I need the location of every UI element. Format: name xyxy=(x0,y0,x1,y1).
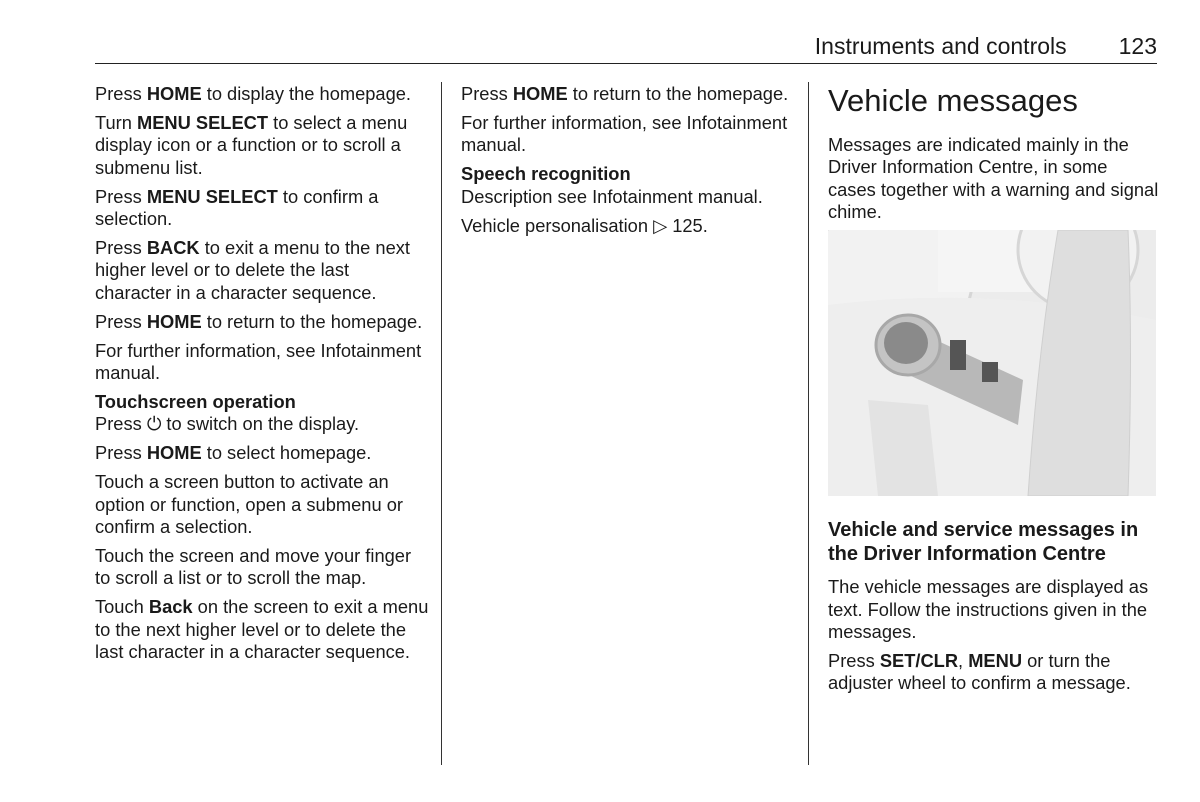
text: Press xyxy=(95,310,147,332)
paragraph xyxy=(95,340,430,385)
paragraph xyxy=(95,442,430,464)
paragraph xyxy=(461,215,796,237)
paragraph xyxy=(461,83,796,105)
section-title: Instruments and controls xyxy=(814,33,1067,59)
text: Press xyxy=(95,185,147,207)
text: For further information, see Infotainment manual. xyxy=(95,339,422,383)
column-divider xyxy=(441,82,442,765)
control-name: HOME xyxy=(146,83,202,104)
subheading: Touchscreen operation xyxy=(95,390,296,412)
text: , xyxy=(958,649,969,671)
control-name: Back xyxy=(148,596,193,618)
control-name: MENU SELECT xyxy=(137,111,269,133)
subheading: Vehicle and service messages in the Driver Information Centre xyxy=(828,519,1139,566)
paragraph xyxy=(461,186,796,208)
text: or turn the adjuster wheel to confirm a message. xyxy=(828,649,1131,694)
paragraph xyxy=(95,596,430,663)
text: 125. xyxy=(667,214,708,236)
paragraph xyxy=(828,134,1160,224)
power-icon: ⏻ xyxy=(146,413,162,435)
text: to display the homepage. xyxy=(201,83,412,104)
text: Press xyxy=(95,83,147,104)
control-name: BACK xyxy=(146,236,200,258)
text: Vehicle personalisation xyxy=(461,214,654,236)
text: For further information, see Infotainment manual. xyxy=(461,111,788,156)
column-3 xyxy=(828,83,1160,701)
text: Touch a screen button to activate an option or function, open a submenu or confirm a selection. xyxy=(95,471,403,537)
page-number: 123 xyxy=(1118,33,1157,59)
text: Press xyxy=(95,442,147,464)
paragraph xyxy=(95,311,430,333)
text: to return to the homepage. xyxy=(567,83,789,104)
paragraph xyxy=(95,112,430,179)
text: to confirm a selection. xyxy=(95,185,379,230)
text: Press xyxy=(828,649,880,671)
control-name: MENU xyxy=(968,649,1023,671)
header-rule xyxy=(95,63,1157,64)
text: to select homepage. xyxy=(201,442,372,464)
running-header xyxy=(815,33,1157,60)
page-reference-arrow-icon: ▷ xyxy=(653,214,668,236)
control-name: HOME xyxy=(512,83,568,104)
text: to select a menu display icon or a function or to scroll a submenu list. xyxy=(95,111,408,178)
text: Messages are indicated mainly in the Driver Information Centre, in some cases together with a warning and signal chime. xyxy=(828,134,1159,223)
text: to return to the homepage. xyxy=(201,310,423,332)
paragraph xyxy=(95,83,430,105)
text: Touch the screen and move your finger to scroll a list or to scroll the map. xyxy=(95,544,412,589)
section-heading: Vehicle messages xyxy=(828,83,1078,118)
text: Press xyxy=(95,236,147,258)
paragraph xyxy=(828,576,1160,643)
control-name: HOME xyxy=(146,310,202,332)
control-name: MENU SELECT xyxy=(146,185,278,207)
paragraph xyxy=(95,471,430,538)
paragraph xyxy=(95,186,430,231)
control-name: SET/CLR xyxy=(879,649,959,671)
paragraph xyxy=(95,413,430,435)
column-2 xyxy=(461,83,796,243)
text: Press xyxy=(461,83,513,104)
text: to switch on the display. xyxy=(161,413,360,435)
paragraph xyxy=(95,545,430,590)
multifunction-lever-illustration xyxy=(828,230,1156,496)
text: Press xyxy=(95,413,147,435)
text: Turn xyxy=(95,111,137,133)
paragraph xyxy=(95,237,430,304)
paragraph xyxy=(461,112,796,157)
text: Touch xyxy=(95,596,149,618)
text: on the screen to exit a menu to the next higher level or to delete the last character in a character sequence. xyxy=(95,596,429,662)
subheading: Speech recognition xyxy=(461,163,631,185)
text: Description see Infotainment manual. xyxy=(461,185,763,207)
paragraph xyxy=(828,650,1160,695)
text: The vehicle messages are displayed as text. Follow the instructions given in the messages. xyxy=(828,576,1149,642)
column-divider xyxy=(808,82,809,765)
text: to exit a menu to the next higher level or to delete the last character in a character sequence. xyxy=(95,236,410,303)
control-name: HOME xyxy=(146,442,202,464)
column-1 xyxy=(95,83,430,670)
